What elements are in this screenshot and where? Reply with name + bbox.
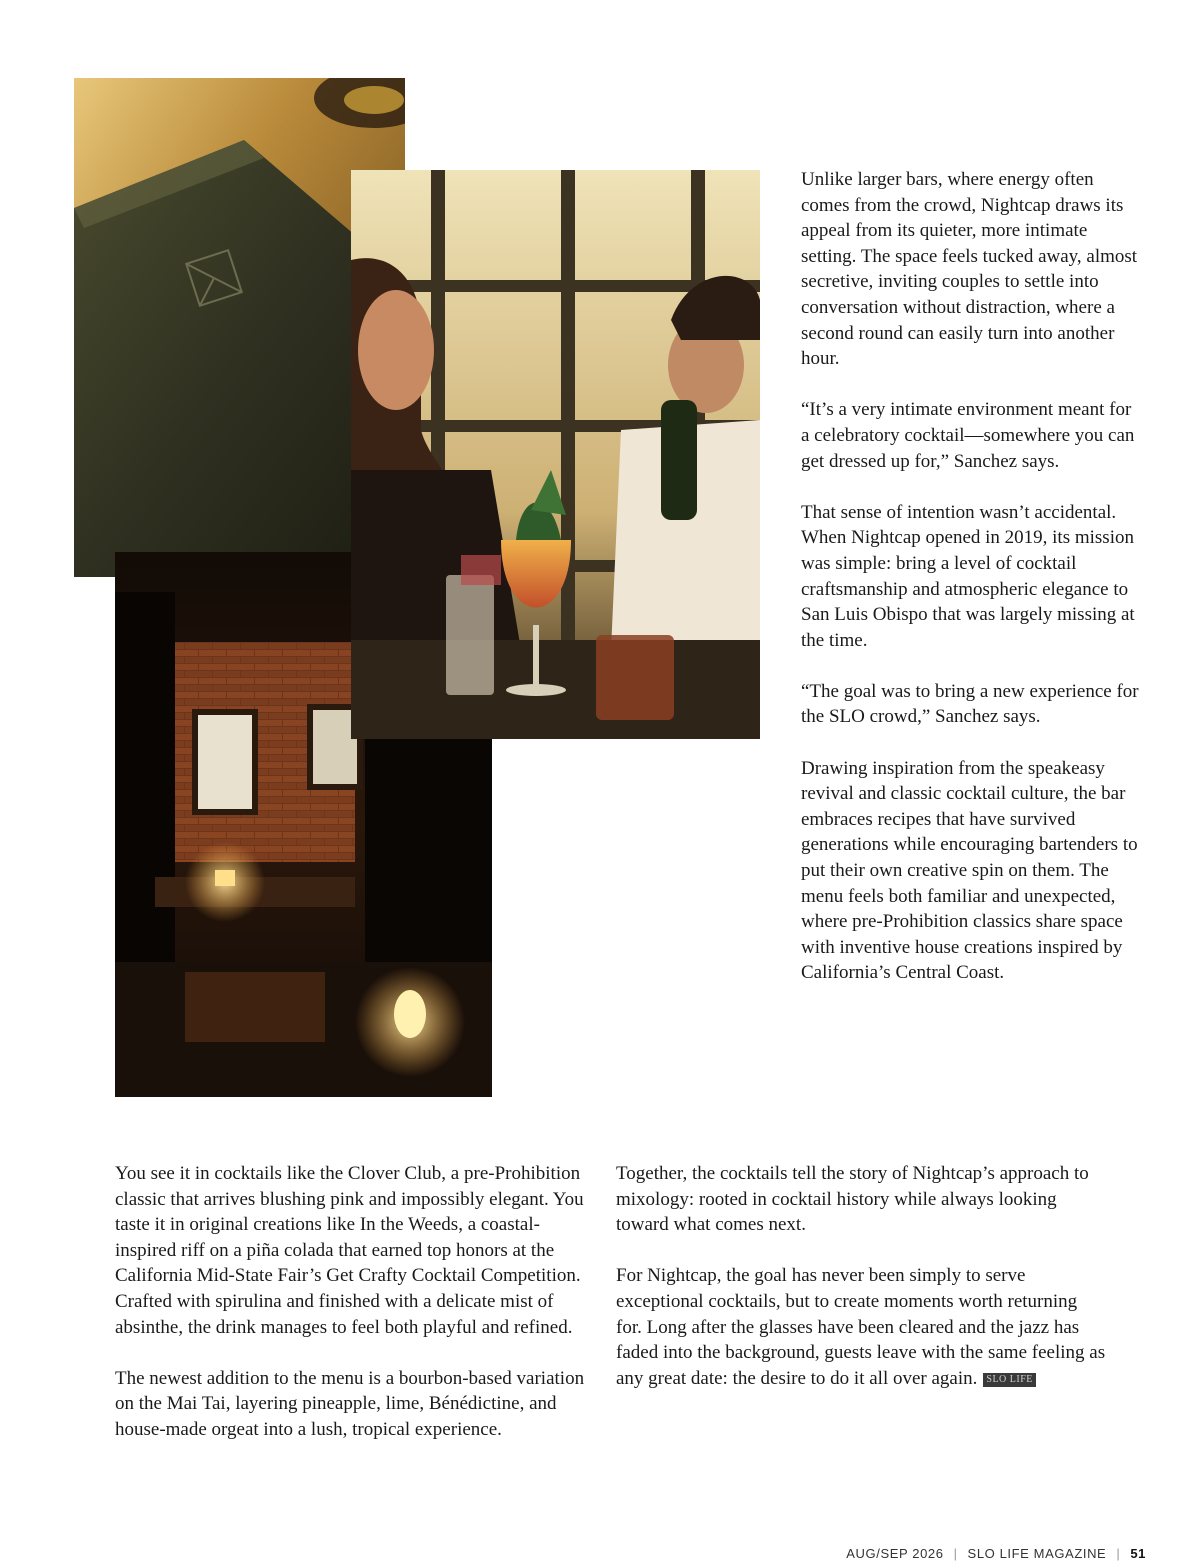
right-article-column (801, 167, 1141, 986)
slo-life-end-mark: SLO LIFE (983, 1373, 1036, 1387)
bottom-left-article-column (115, 1161, 597, 1443)
paragraph: That sense of intention wasn’t accidental. When Nightcap opened in 2019, its mission was simple: bring a level of cocktail craftsmanship and atmospheric elegance to San Luis Obispo that was largely missing at the time. (801, 501, 1135, 651)
publication-name: SLO LIFE MAGAZINE (967, 1546, 1107, 1561)
paragraph (616, 1263, 1106, 1391)
paragraph: Unlike larger bars, where energy often comes from the crowd, Nightcap draws its appeal from its quieter, more intimate setting. The space feels tucked away, almost secretive, inviting couples to settle into conversation without distraction, where a second round can easily turn into another hour. (801, 169, 1138, 370)
bottom-right-article-column (616, 1161, 1106, 1391)
folio-divider: | (1116, 1546, 1121, 1561)
page-folio (846, 1546, 1146, 1566)
paragraph: The newest addition to the menu is a bourbon-based variation on the Mai Tai, layering pineapple, lime, Bénédictine, and house-made orgeat into a lush, tropical experience. (115, 1367, 585, 1440)
couple-photo (351, 170, 760, 739)
paragraph: Drawing inspiration from the speakeasy revival and classic cocktail culture, the bar embraces recipes that have survived generations while encouraging bartenders to put their own creative spin on them. The menu feels both familiar and unexpected, where pre-Prohibition classics share space with inventive house creations inspired by California’s Central Coast. (801, 757, 1138, 984)
page-number: 51 (1130, 1546, 1146, 1561)
paragraph-text: For Nightcap, the goal has never been simply to serve exceptional cocktails, but to create moments worth returning for. Long after the glasses have been cleared and the jazz has faded into the background, guests leave with the same feeling as any great date: the desire to do it all over again. (616, 1265, 1106, 1389)
paragraph: You see it in cocktails like the Clover Club, a pre-Prohibition classic that arrives blushing pink and impossibly elegant. You taste it in original creations like In the Weeds, a coastal-inspired riff on a piña colada that earned top honors at the California Mid-State Fair’s Get Crafty Cocktail Competition. Crafted with spirulina and finished with a delicate mist of absinthe, the drink manages to feel both playful and refined. (115, 1163, 584, 1338)
paragraph: Together, the cocktails tell the story of Nightcap’s approach to mixology: rooted in cocktail history while always looking toward what comes next. (616, 1163, 1089, 1236)
issue-date: AUG/SEP 2026 (846, 1546, 944, 1561)
couple-cocktails-image (351, 170, 760, 739)
folio-divider: | (953, 1546, 958, 1561)
paragraph: “The goal was to bring a new experience for the SLO crowd,” Sanchez says. (801, 680, 1139, 728)
paragraph: “It’s a very intimate environment meant for a celebratory cocktail—somewhere you can get dressed up for,” Sanchez says. (801, 399, 1135, 472)
